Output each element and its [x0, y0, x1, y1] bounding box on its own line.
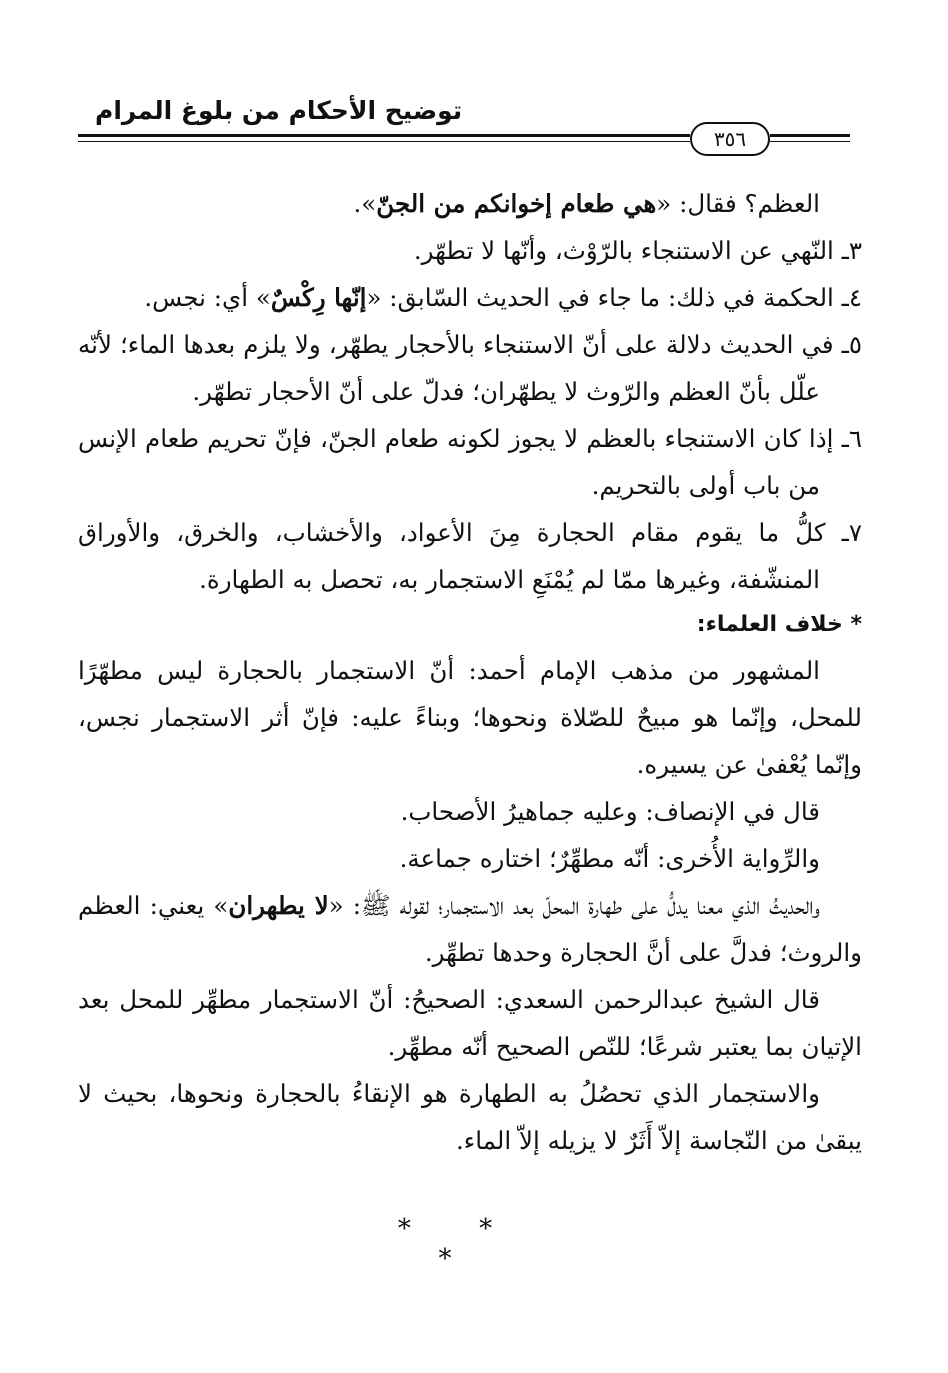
section-heading: * خلاف العلماء:: [696, 612, 862, 637]
list-item-3: ٣ـ النّهي عن الاستنجاء بالرّوْث، وأنّها لا تطهّر.: [413, 236, 862, 265]
section-end-ornament: * * *: [397, 1214, 523, 1274]
list-item-4: ٤ـ الحكمة في ذلك: ما جاء في الحديث السّابق: «إنّها رِكْسٌ» أي: نجس.: [144, 283, 862, 312]
hadith-quote: إنّها رِكْسٌ: [270, 283, 367, 312]
paragraph: قال في الإنصاف: وعليه جماهيرُ الأصحاب.: [400, 797, 820, 826]
continuation-line: العظم؟ فقال: «هي طعام إخوانكم من الجنّ».: [353, 189, 820, 218]
header-rule-thick: [78, 134, 690, 137]
page-body: [78, 180, 862, 1164]
running-header-title: توضيح الأحكام من بلوغ المرام: [95, 96, 463, 125]
list-item-6: ٦ـ إذا كان الاستنجاء بالعظم لا يجوز لكونه طعام الجنّ، فإنّ تحريم طعام الإنس من باب أولى بالتحريم.: [78, 424, 862, 500]
list-item-5: ٥ـ في الحديث دلالة على أنّ الاستنجاء بالأحجار يطهّر، ولا يلزم بعدها الماء؛ لأنّه علّل بأنّ العظم والرّوث لا يطهّران؛ فدلّ على أنّ الأحجار تطهّر.: [78, 330, 862, 406]
header-rule-thin: [78, 141, 690, 142]
header-rule-right-thin: [770, 141, 850, 142]
paragraph: المشهور من مذهب الإمام أحمد: أنّ الاستجمار بالحجارة ليس مطهّرًا للمحل، وإنّما هو مبيحٌ للصّلاة ونحوها؛ وبناءً عليه: فإنّ أثر الاستجمار نجس، وإنّما يُعْفىٰ عن يسيره.: [78, 656, 862, 779]
paragraph: قال الشيخ عبدالرحمن السعدي: الصحيحُ: أنّ الاستجمار مطهِّر للمحل بعد الإتيان بما يعتبر شرعًا؛ للنّص الصحيح أنّه مطهِّر.: [78, 985, 862, 1061]
hadith-quote: لا يطهران: [228, 891, 329, 920]
hadith-quote: هي طعام إخوانكم من الجنّ: [376, 189, 657, 218]
header-rule-right: [770, 134, 850, 137]
page-number: ٣٥٦: [690, 122, 770, 156]
paragraph: والحديثُ الذي معنا يدلُّ على طهارة المحلّ بعد الاستجمار؛ لقوله ﷺ: «لا يطهران» يعني: العظم والروث؛ فدلَّ على أنَّ الحجارة وحدها تطهِّر.: [78, 891, 862, 967]
list-item-7: ٧ـ كلُّ ما يقوم مقام الحجارة مِنَ الأعواد، والأخشاب، والخرق، والأوراق المنشّفة، وغيرها ممّا لم يُمْنَعِ الاستجمار به، تحصل به الطهارة.: [78, 518, 862, 594]
paragraph: والاستجمار الذي تحصُلُ به الطهارة هو الإنقاءُ بالحجارة ونحوها، بحيث لا يبقىٰ من النّجاسة إلاّ أَثَرٌ لا يزيله إلاّ الماء.: [78, 1079, 862, 1155]
paragraph: والرِّواية الأُخرى: أنّه مطهِّرٌ؛ اختاره جماعة.: [399, 844, 820, 873]
